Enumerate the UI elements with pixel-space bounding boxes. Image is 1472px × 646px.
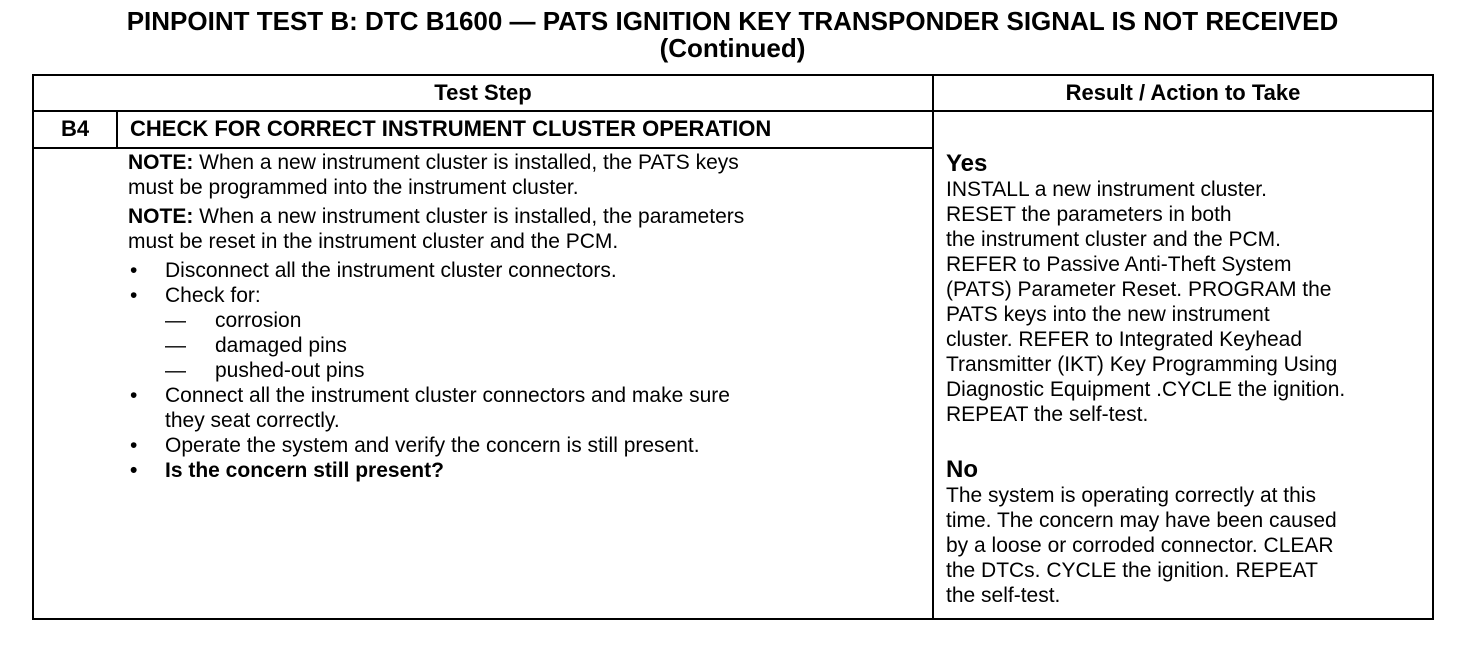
result-line: the instrument cluster and the PCM. bbox=[946, 228, 1281, 251]
table-border-right bbox=[1432, 74, 1434, 620]
sub-item-text: damaged pins bbox=[215, 334, 347, 357]
bullet-item bbox=[128, 383, 918, 433]
note-text: When a new instrument cluster is installed, the parameters bbox=[193, 205, 745, 228]
question-text: Is the concern still present? bbox=[165, 459, 444, 482]
result-line: (PATS) Parameter Reset. PROGRAM the bbox=[946, 278, 1332, 301]
result-line: INSTALL a new instrument cluster. bbox=[946, 178, 1267, 201]
bullet-text: Connect all the instrument cluster connectors and make sure bbox=[165, 384, 730, 407]
result-line: The system is operating correctly at this bbox=[946, 484, 1316, 507]
result-line: time. The concern may have been caused bbox=[946, 509, 1337, 532]
sub-item-text: corrosion bbox=[215, 309, 302, 332]
bullet-icon: • bbox=[130, 459, 138, 482]
step-id: B4 bbox=[60, 116, 90, 141]
dash-icon: — bbox=[165, 359, 186, 382]
column-divider bbox=[932, 74, 934, 620]
test-step-content bbox=[128, 150, 918, 483]
result-line: cluster. REFER to Integrated Keyhead bbox=[946, 328, 1303, 351]
result-line: Diagnostic Equipment .CYCLE the ignition. bbox=[946, 378, 1346, 401]
question-item bbox=[128, 458, 918, 483]
sub-item bbox=[128, 358, 918, 383]
bullet-text: Operate the system and verify the concern is still present. bbox=[165, 434, 700, 457]
title-line-2: (Continued) bbox=[659, 33, 806, 63]
page-title bbox=[0, 8, 1465, 62]
result-line: PATS keys into the new instrument bbox=[946, 303, 1270, 326]
note-parameters bbox=[128, 204, 918, 254]
result-no-heading: No bbox=[946, 456, 978, 483]
note-label: NOTE: bbox=[128, 151, 194, 174]
bullet-item bbox=[128, 283, 918, 308]
dash-icon: — bbox=[165, 334, 186, 357]
bullet-text: Check for: bbox=[165, 284, 261, 307]
result-line: REPEAT the self-test. bbox=[946, 403, 1149, 426]
result-action-content bbox=[946, 150, 1430, 608]
table-border-left bbox=[32, 74, 34, 620]
result-line: REFER to Passive Anti-Theft System bbox=[946, 253, 1292, 276]
bullet-icon: • bbox=[130, 259, 138, 282]
step-title: CHECK FOR CORRECT INSTRUMENT CLUSTER OPERATION bbox=[130, 116, 772, 141]
sub-item bbox=[128, 333, 918, 358]
result-no-text bbox=[946, 483, 1430, 608]
table-border-bottom bbox=[32, 618, 1434, 620]
bullet-text: Disconnect all the instrument cluster connectors. bbox=[165, 259, 617, 282]
header-test-step: Test Step bbox=[434, 80, 532, 105]
note-text: must be reset in the instrument cluster and the PCM. bbox=[128, 230, 619, 253]
title-line-1: PINPOINT TEST B: DTC B1600 — PATS IGNITION KEY TRANSPONDER SIGNAL IS NOT RECEIVED bbox=[126, 6, 1339, 36]
bullet-icon: • bbox=[130, 434, 138, 457]
bullet-icon: • bbox=[130, 384, 138, 407]
result-line: the DTCs. CYCLE the ignition. REPEAT bbox=[946, 559, 1318, 582]
step-id-divider bbox=[116, 111, 118, 148]
result-line: RESET the parameters in both bbox=[946, 203, 1232, 226]
note-text: must be programmed into the instrument cluster. bbox=[128, 176, 579, 199]
result-spacer bbox=[946, 427, 1430, 456]
result-line: the self-test. bbox=[946, 584, 1061, 607]
note-programming bbox=[128, 150, 918, 200]
bullet-icon: • bbox=[130, 284, 138, 307]
result-yes-heading: Yes bbox=[946, 150, 988, 177]
result-line: by a loose or corroded connector. CLEAR bbox=[946, 534, 1334, 557]
result-line: Transmitter (IKT) Key Programming Using bbox=[946, 353, 1338, 376]
header-result-action: Result / Action to Take bbox=[1065, 80, 1301, 105]
note-label: NOTE: bbox=[128, 205, 194, 228]
sub-item-text: pushed-out pins bbox=[215, 359, 365, 382]
result-yes-text bbox=[946, 177, 1430, 427]
bullet-item bbox=[128, 258, 918, 283]
bullet-text: they seat correctly. bbox=[165, 409, 340, 432]
note-text: When a new instrument cluster is installed, the PATS keys bbox=[193, 151, 739, 174]
bullet-item bbox=[128, 433, 918, 458]
dash-icon: — bbox=[165, 309, 186, 332]
sub-item bbox=[128, 308, 918, 333]
